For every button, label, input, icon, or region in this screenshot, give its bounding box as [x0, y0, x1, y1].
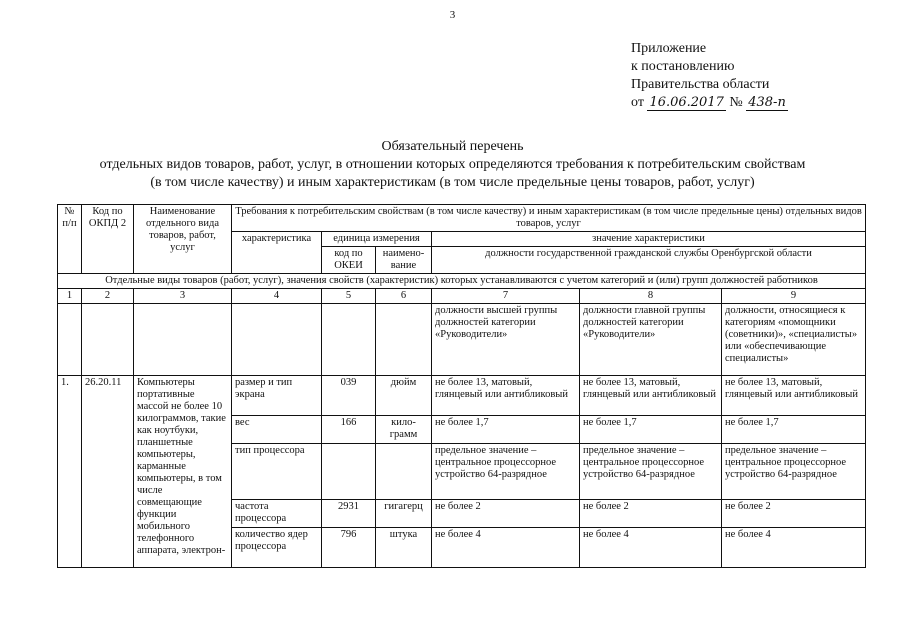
col-number: 2 [82, 289, 134, 304]
header-unit-name: наимено-вание [376, 247, 432, 274]
date-prefix: от [631, 95, 644, 110]
title-line-2: отдельных видов товаров, работ, услуг, в отношении которых определяются требования к потребительским свойствам [99, 157, 806, 172]
handwritten-date: 16.06.2017 [649, 95, 724, 110]
header-okei: код по ОКЕИ [322, 247, 376, 274]
document-title [0, 138, 905, 192]
row-characteristic: размер и тип экрана [232, 376, 322, 416]
row-characteristic: вес [232, 416, 322, 444]
row-value-specialists: не более 13, матовый, глянцевый или антибликовый [722, 376, 866, 416]
col-number: 3 [134, 289, 232, 304]
row-value-top: не более 13, матовый, глянцевый или антибликовый [432, 376, 580, 416]
row-value-top: предельное значение – центральное процессорное устройство 64-разрядное [432, 444, 580, 500]
appendix-date-line [631, 94, 788, 112]
number-prefix: № [729, 95, 743, 110]
row-characteristic: тип процессора [232, 444, 322, 500]
col-number: 1 [58, 289, 82, 304]
group-header-top: должности высшей группы должностей категории «Руководители» [432, 304, 580, 376]
header-name: Наименование отдельного вида товаров, работ, услуг [134, 205, 232, 274]
header-okpd: Код по ОКПД 2 [82, 205, 134, 274]
row-value-main: не более 13, матовый, глянцевый или антибликовый [580, 376, 722, 416]
row-value-specialists: не более 4 [722, 528, 866, 568]
row-value-main: не более 2 [580, 500, 722, 528]
column-numbers-row [58, 289, 866, 304]
row-unit: штука [376, 528, 432, 568]
title-line-3: (в том числе качеству) и иным характеристикам (в том числе предельные цены товаров, работ, услуг) [150, 175, 755, 190]
item-number: 1. [58, 376, 82, 568]
col-number: 9 [722, 289, 866, 304]
table-row [58, 376, 866, 416]
item-code: 26.20.11 [82, 376, 134, 568]
row-characteristic: количество ядер процессора [232, 528, 322, 568]
group-header-specialists: должности, относящиеся к категориям «помощники (советники)», «специалисты» или «обеспечивающие специалисты» [722, 304, 866, 376]
row-value-top: не более 1,7 [432, 416, 580, 444]
header-requirements: Требования к потребительским свойствам (в том числе качеству) и иным характеристикам (в том числе предельные цены) отдельных видов товаров, услуг [232, 205, 866, 232]
header-row-1 [58, 205, 866, 232]
row-unit [376, 444, 432, 500]
col-number: 7 [432, 289, 580, 304]
col-number: 4 [232, 289, 322, 304]
header-value: значение характеристики [432, 232, 866, 247]
row-value-specialists: не более 1,7 [722, 416, 866, 444]
group-header-main: должности главной группы должностей категории «Руководители» [580, 304, 722, 376]
handwritten-number: 438-п [748, 95, 786, 110]
row-value-top: не более 2 [432, 500, 580, 528]
header-num: № п/п [58, 205, 82, 274]
row-okei [322, 444, 376, 500]
appendix-block [631, 40, 788, 112]
row-value-specialists: не более 2 [722, 500, 866, 528]
appendix-line-3: Правительства области [631, 77, 770, 92]
row-unit: гигагерц [376, 500, 432, 528]
row-okei: 796 [322, 528, 376, 568]
appendix-line-1: Приложение [631, 41, 707, 56]
col-number: 5 [322, 289, 376, 304]
page-number: 3 [449, 9, 456, 21]
header-unit: единица измерения [322, 232, 432, 247]
row-unit: дюйм [376, 376, 432, 416]
section-row [58, 274, 866, 289]
row-okei: 2931 [322, 500, 376, 528]
row-value-top: не более 4 [432, 528, 580, 568]
appendix-line-2: к постановлению [631, 59, 735, 74]
section-text: Отдельные виды товаров (работ, услуг), значения свойств (характеристик) которых устанавливаются с учетом категорий и (или) групп должностей работников [58, 274, 866, 289]
row-unit: кило-грамм [376, 416, 432, 444]
item-name: Компьютеры портативные массой не более 10 килограммов, такие как ноутбуки, планшетные компьютеры, карманные компьютеры, в том числе совмещающие функции мобильного телефонного аппарата, электрон- [134, 376, 232, 568]
header-characteristic: характеристика [232, 232, 322, 274]
col-number: 8 [580, 289, 722, 304]
row-characteristic: частота процессора [232, 500, 322, 528]
row-value-main: не более 1,7 [580, 416, 722, 444]
row-value-specialists: предельное значение – центральное процессорное устройство 64-разрядное [722, 444, 866, 500]
row-okei: 039 [322, 376, 376, 416]
row-value-main: не более 4 [580, 528, 722, 568]
row-value-main: предельное значение – центральное процессорное устройство 64-разрядное [580, 444, 722, 500]
col-number: 6 [376, 289, 432, 304]
group-header-row [58, 304, 866, 376]
title-line-1: Обязательный перечень [381, 139, 524, 154]
row-okei: 166 [322, 416, 376, 444]
header-positions: должности государственной гражданской службы Оренбургской области [432, 247, 866, 274]
requirements-table [57, 204, 866, 568]
